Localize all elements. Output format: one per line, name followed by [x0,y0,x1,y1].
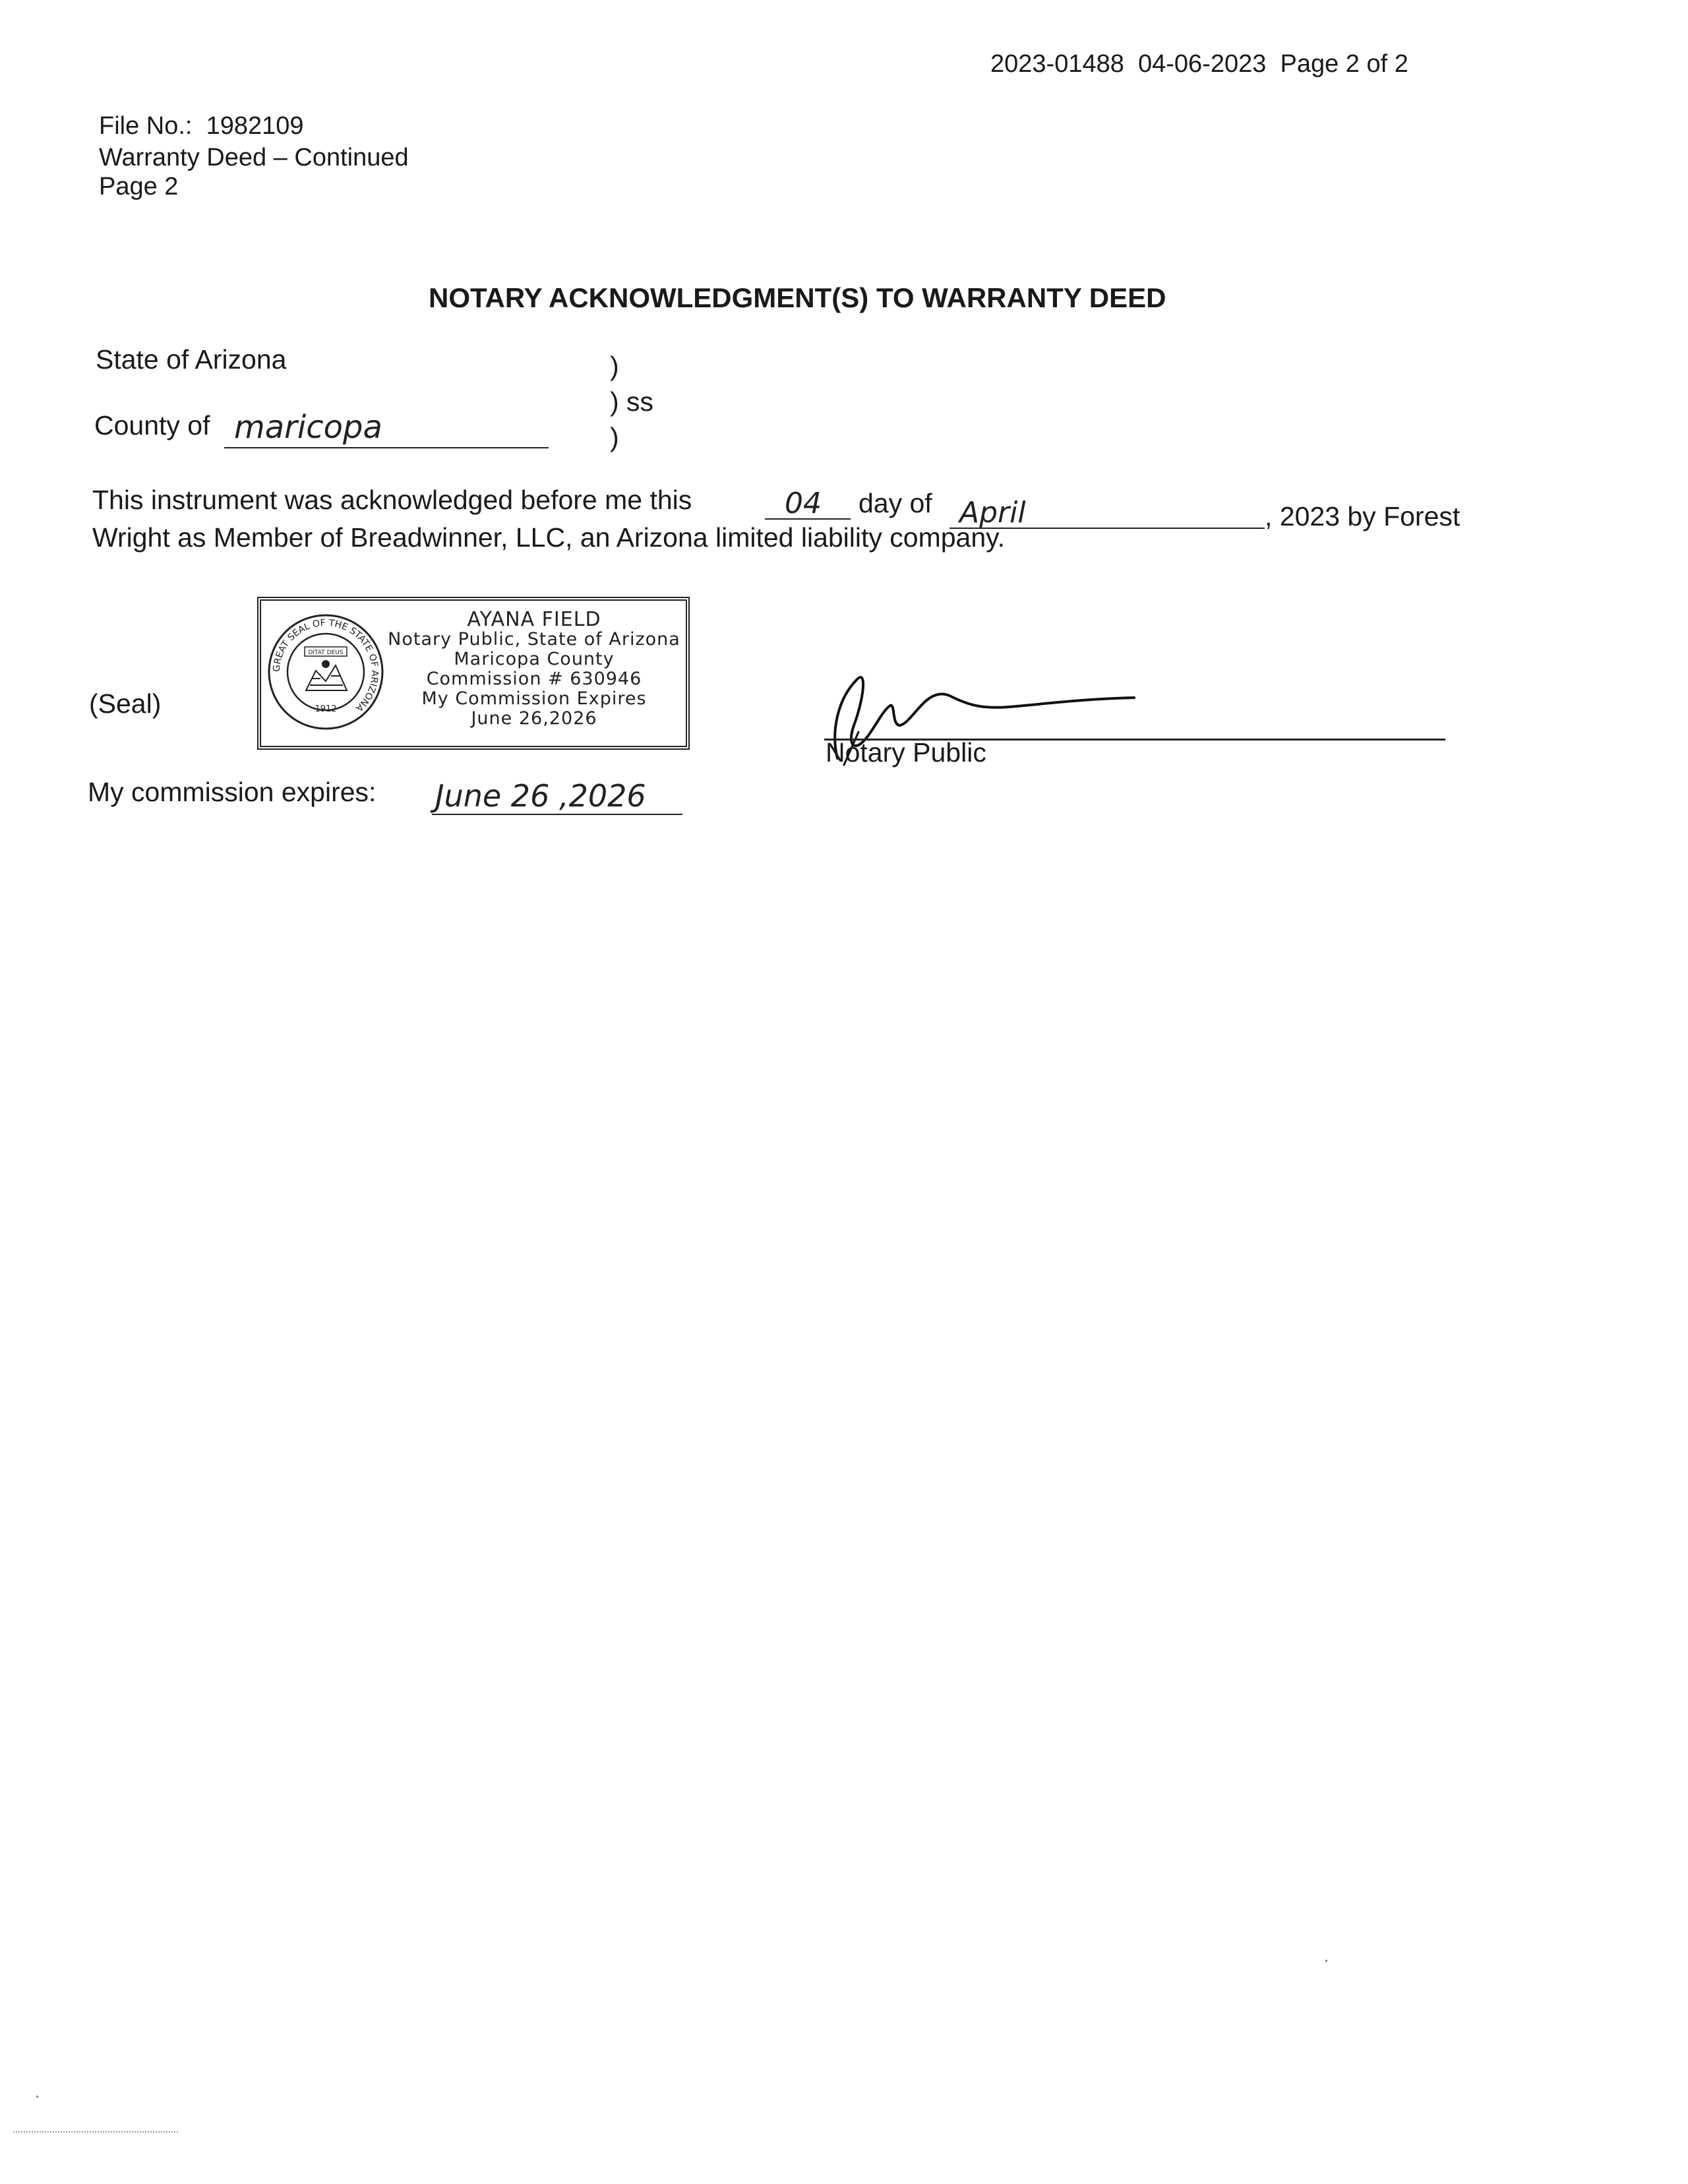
stamp-line-5: June 26,2026 [471,708,597,729]
scan-speck [36,2096,38,2098]
commission-expires-label: My commission expires: [88,777,377,807]
seal-inner-text: DITAT DEUS [308,650,344,656]
page-title: NOTARY ACKNOWLEDGMENT(S) TO WARRANTY DEED [429,282,1166,313]
venue-paren-ss: ) ss [610,386,654,417]
ack-month-handwritten: April [959,496,1026,530]
notary-name: AYANA FIELD [467,608,601,631]
seal-label: (Seal) [89,688,162,719]
notary-public-label: Notary Public [826,737,986,768]
commission-underline [432,814,682,815]
ack-text-part2: day of [859,488,932,518]
commission-handwritten: June 26 ,2026 [435,778,646,814]
ack-text-line2: Wright as Member of Breadwinner, LLC, an Arizona limited liability company. [92,522,1005,553]
page-label: Page 2 [99,173,179,200]
file-number: File No.: 1982109 [99,112,304,140]
stamp-text-block [384,610,684,729]
venue-paren-bottom: ) [610,422,619,452]
scan-speck [1325,1960,1327,1962]
stamp-line-2: Maricopa County [454,649,615,669]
venue-paren-top: ) [610,351,619,381]
stamp-line-4: My Commission Expires [421,688,647,709]
stamp-line-3: Commission # 630946 [426,669,642,689]
stamp-line-1: Notary Public, State of Arizona [388,629,680,650]
ack-text-part1: This instrument was acknowledged before me this [92,485,692,515]
county-underline [224,447,549,448]
county-label: County of [94,410,210,440]
state-line: State of Arizona [96,344,287,375]
notary-stamp [257,597,690,750]
ack-day-handwritten: 04 [785,487,822,520]
county-handwritten: maricopa [234,409,382,446]
seal-ring-text: GREAT SEAL OF THE STATE OF ARIZONA [271,617,380,713]
document-title: Warranty Deed – Continued [99,144,409,171]
ack-text-part3: , 2023 by Forest [1265,501,1461,531]
state-seal-icon [266,613,385,731]
scan-edge-dots [13,2131,178,2133]
seal-year: 1912 [315,704,337,714]
recording-stamp: 2023-01488 04-06-2023 Page 2 of 2 [990,50,1408,78]
